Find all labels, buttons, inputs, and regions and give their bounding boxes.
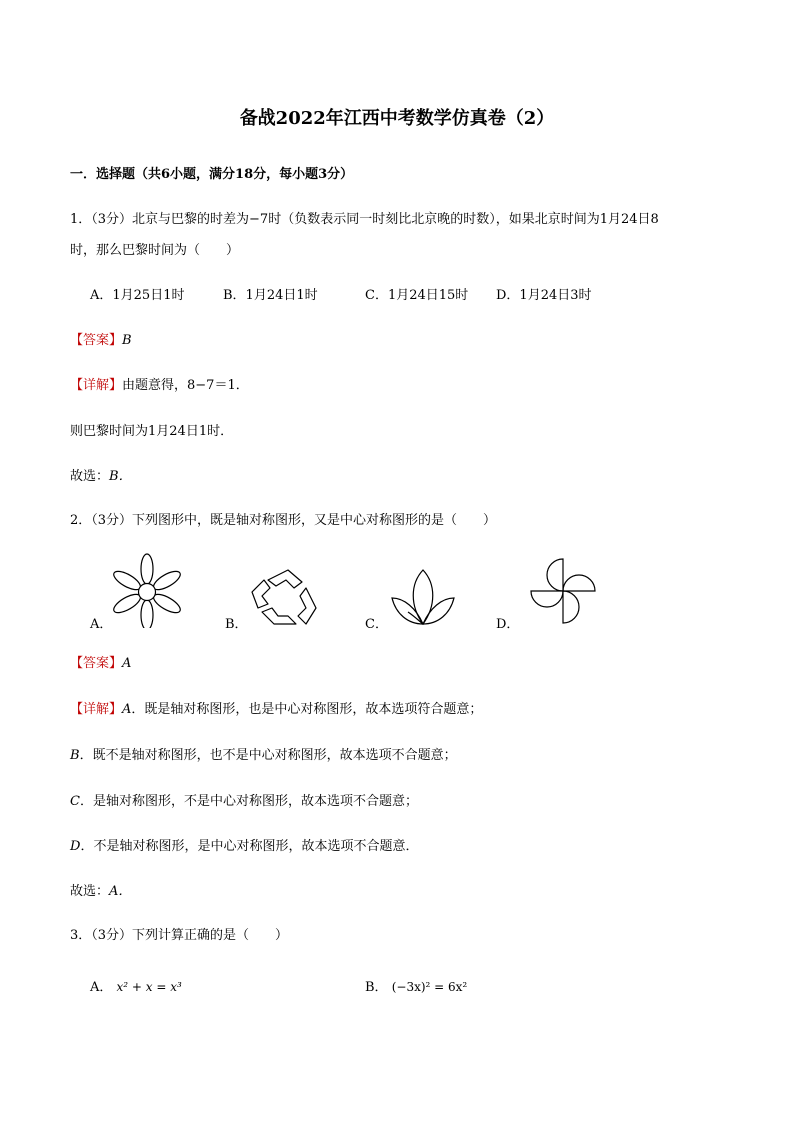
q3-option-b — [365, 977, 467, 998]
q2-detail-b-text: ．既不是轴对称图形，也不是中心对称图形，故本选项不合题意； — [79, 748, 457, 763]
q2-detail-tag: 【详解】 — [70, 702, 123, 717]
q2-detail-b — [70, 746, 457, 766]
q1-detail-text: 由题意得，8−7＝1． — [122, 378, 249, 393]
q2-detail-a-key: A — [122, 702, 132, 717]
q2-answer-tag: 【答案】 — [70, 656, 123, 671]
q1-detail-tag: 【详解】 — [70, 378, 123, 393]
q1-stem-line1: 1．（3分）北京与巴黎的时差为−7时（负数表示同一时刻比北京晚的时数），如果北京时间为1月24日8 — [70, 212, 659, 227]
q2-answer-value: A — [122, 656, 132, 671]
q1-detail-line2: 则巴黎时间为1月24日1时． — [70, 424, 234, 439]
q1-detail-line — [70, 376, 249, 396]
q2-label-d: D． — [496, 617, 520, 632]
q2-choose-label: 故选： — [70, 884, 110, 899]
q1-answer-value: B — [122, 333, 132, 348]
q2-answer-line — [70, 654, 131, 674]
q2-detail-b-key: B — [70, 748, 80, 763]
q3-option-a-expr: x² + x = x³ — [116, 980, 182, 994]
q2-stem: 2．（3分）下列图形中，既是轴对称图形，又是中心对称图形的是（ ） — [70, 513, 497, 528]
q1-answer-tag: 【答案】 — [70, 333, 123, 348]
q1-choose-label: 故选： — [70, 469, 110, 484]
q2-detail-c-key: C — [70, 794, 80, 809]
q2-figure-c-lotus — [388, 568, 458, 628]
q2-choose-value: A． — [109, 884, 132, 899]
q2-detail-c-text: ．是轴对称图形，不是中心对称图形，故本选项不合题意； — [79, 794, 418, 809]
q1-answer-line — [70, 331, 132, 351]
q1-option-d: D．1月24日3时 — [496, 288, 592, 303]
q2-detail-a-text: ．既是轴对称图形，也是中心对称图形，故本选项符合题意； — [131, 702, 483, 717]
q1-choose-value: B． — [109, 469, 132, 484]
q1-option-b: B．1月24日1时 — [223, 288, 318, 303]
q2-label-a: A． — [90, 617, 113, 632]
q1-option-a: A．1月25日1时 — [90, 288, 185, 303]
q3-option-a-label: A． — [90, 980, 113, 995]
q2-figure-a-flower — [113, 550, 181, 628]
q2-label-b: B． — [225, 617, 248, 632]
q3-stem: 3．（3分）下列计算正确的是（ ） — [70, 928, 289, 943]
q1-option-c: C．1月24日15时 — [365, 288, 469, 303]
q2-detail-a — [70, 700, 482, 720]
document-title: 备战2022年江西中考数学仿真卷（2） — [239, 108, 555, 129]
q1-choose-line — [70, 467, 132, 487]
q3-option-a — [90, 977, 182, 998]
q2-label-c: C． — [365, 617, 388, 632]
q2-detail-c — [70, 792, 418, 812]
q2-choose-line — [70, 882, 131, 902]
q2-detail-d — [70, 837, 418, 857]
q3-option-b-expr: (−3x)² = 6x² — [391, 980, 468, 994]
q2-detail-d-key: D — [70, 839, 81, 854]
q3-option-b-label: B． — [365, 980, 388, 995]
q2-figure-d-pinwheel — [528, 556, 598, 626]
q2-detail-d-text: ．不是轴对称图形，是中心对称图形，故本选项不合题意． — [80, 839, 419, 854]
section-heading: 一．选择题（共6小题，满分18分，每小题3分） — [70, 167, 354, 182]
q1-stem-line2: 时，那么巴黎时间为（ ） — [70, 243, 240, 258]
q2-figure-b-arrows — [250, 568, 320, 628]
